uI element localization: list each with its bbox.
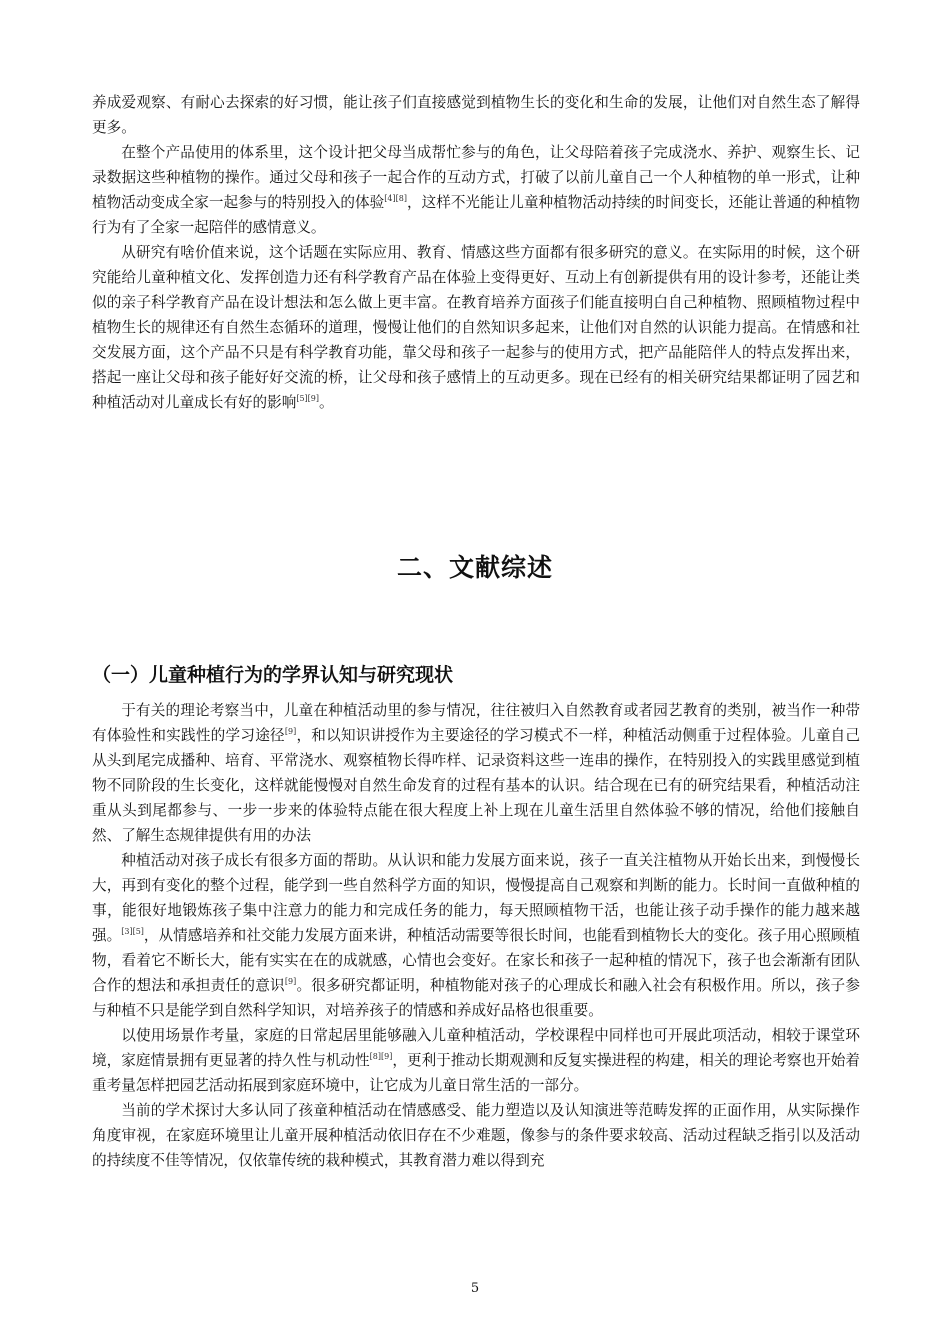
intro-paragraphs (92, 90, 860, 415)
lit-paragraph-1 (92, 698, 860, 848)
section-title: 二、文献综述 (396, 553, 553, 582)
citation: [8][9] (369, 1052, 393, 1061)
lit-paragraph-3 (92, 1023, 860, 1098)
intro-p1-text: 养成爱观察、有耐心去探索的好习惯，能让孩子们直接感觉到植物生长的变化和生命的发展，让他们对自然生态了解得更多。 (92, 94, 860, 136)
citation: [4][8] (384, 194, 407, 203)
citation: [9] (284, 727, 297, 736)
intro-paragraph-3 (92, 240, 860, 415)
intro-p2-text-a: 在整个产品使用的体系里，这个设计把父母当成帮忙参与的角色，让父母陪着孩子完成浇水、养护、观察生长、记录数据这些种植物的操作。通过父母和孩子一起合作的互动方式，打破了以前儿童自己一个人种植物的单一形式，让种植物活动变成全家一起参与的特别投入的体验 (92, 144, 860, 211)
intro-paragraph-1 (92, 90, 860, 140)
lit-p3-text-b: ，更利于推动长期观测和反复实操进程的构建，相关的理论考察也开始着重考量怎样把园艺活动拓展到家庭环境中，让它成为儿童日常生活的一部分。 (92, 1052, 860, 1094)
lit-p1-text-b: ，和以知识讲授作为主要途径的学习模式不一样，种植活动侧重于过程体验。儿童自己从头到尾完成播种、培育、平常浇水、观察植物长得咋样、记录资料这些一连串的操作，在特别投入的实践里感觉到植物不同阶段的生长变化，这样就能慢慢对自然生命发育的过程有基本的认识。结合现在已有的研究结果看，种植活动注重从头到尾都参与、一步一步来的体验特点能在很大程度上补上现在儿童生活里自然体验不够的情况，给他们接触自然、了解生态规律提供有用的办法 (92, 727, 860, 844)
intro-paragraph-2 (92, 140, 860, 240)
subsection-title: （一）儿童种植行为的学界认知与研究现状 (92, 664, 454, 686)
page-number: 5 (470, 1281, 480, 1296)
lit-p1-text-a: 于有关的理论考察当中，儿童在种植活动里的参与情况，往往被归入自然教育或者园艺教育的类别，被当作一种带有体验性和实践性的学习途径 (92, 702, 860, 744)
lit-p3-text-a: 以使用场景作考量，家庭的日常起居里能够融入儿童种植活动，学校课程中同样也可开展此项活动，相较于课堂环境，家庭情景拥有更显著的持久性与机动性 (92, 1027, 860, 1069)
lit-paragraph-4 (92, 1098, 860, 1173)
lit-p4-text: 当前的学术探讨大多认同了孩童种植活动在情感感受、能力塑造以及认知演进等范畴发挥的正面作用，从实际操作角度审视，在家庭环境里让儿童开展种植活动依旧存在不少难题，像参与的条件要求较高、活动过程缺乏指引以及活动的持续度不佳等情况，仅依靠传统的栽种模式，其教育潜力难以得到充 (92, 1102, 860, 1169)
citation: [9] (284, 977, 297, 986)
intro-p3-text-b: 。 (319, 394, 334, 411)
citation: [5][9] (296, 394, 319, 403)
literature-paragraphs (92, 698, 860, 1173)
lit-p2-text-a: 种植活动对孩子成长有很多方面的帮助。从认识和能力发展方面来说，孩子一直关注植物从开始长出来，到慢慢长大，再到有变化的整个过程，能学到一些自然科学方面的知识，慢慢提高自己观察和判断的能力。长时间一直做种植的事，能很好地锻炼孩子集中注意力的能力和完成任务的能力，每天照顾植物干活，也能让孩子动手操作的能力越来越强。 (92, 852, 860, 944)
intro-p3-text-a: 从研究有啥价值来说，这个话题在实际应用、教育、情感这些方面都有很多研究的意义。在实际用的时候，这个研究能给儿童种植文化、发挥创造力还有科学教育产品在体验上变得更好、互动上有创新提供有用的设计参考，还能让类似的亲子科学教育产品在设计想法和怎么做上更丰富。在教育培养方面孩子们能直接明白自己种植物、照顾植物过程中植物生长的规律还有自然生态循环的道理，慢慢让他们的自然知识多起来，让他们对自然的认识能力提高。在情感和社交发展方面，这个产品不只是有科学教育功能，靠父母和孩子一起参与的使用方式，把产品能陪伴人的特点发挥出来，搭起一座让父母和孩子能好好交流的桥，让父母和孩子感情上的互动更多。现在已经有的相关研究结果都证明了园艺和种植活动对儿童成长有好的影响 (92, 244, 860, 411)
citation: [3][5] (121, 927, 144, 936)
lit-p2-text-c: 。很多研究都证明，种植物能对孩子的心理成长和融入社会有积极作用。所以，孩子参与种植不只是能学到自然科学知识，对培养孩子的情感和养成好品格也很重要。 (92, 977, 860, 1019)
lit-paragraph-2 (92, 848, 860, 1023)
intro-p2-text-b: ，这样不光能让儿童种植物活动持续的时间变长，还能让普通的种植物行为有了全家一起陪伴的感情意义。 (92, 194, 860, 236)
lit-p2-text-b: ，从情感培养和社交能力发展方面来讲，种植活动需要等很长时间，也能看到植物长大的变化。孩子用心照顾植物，看着它不断长大，能有实实在在的成就感，心情也会变好。在家长和孩子一起种植的情况下，孩子也会渐渐有团队合作的想法和承担责任的意识 (92, 927, 860, 994)
